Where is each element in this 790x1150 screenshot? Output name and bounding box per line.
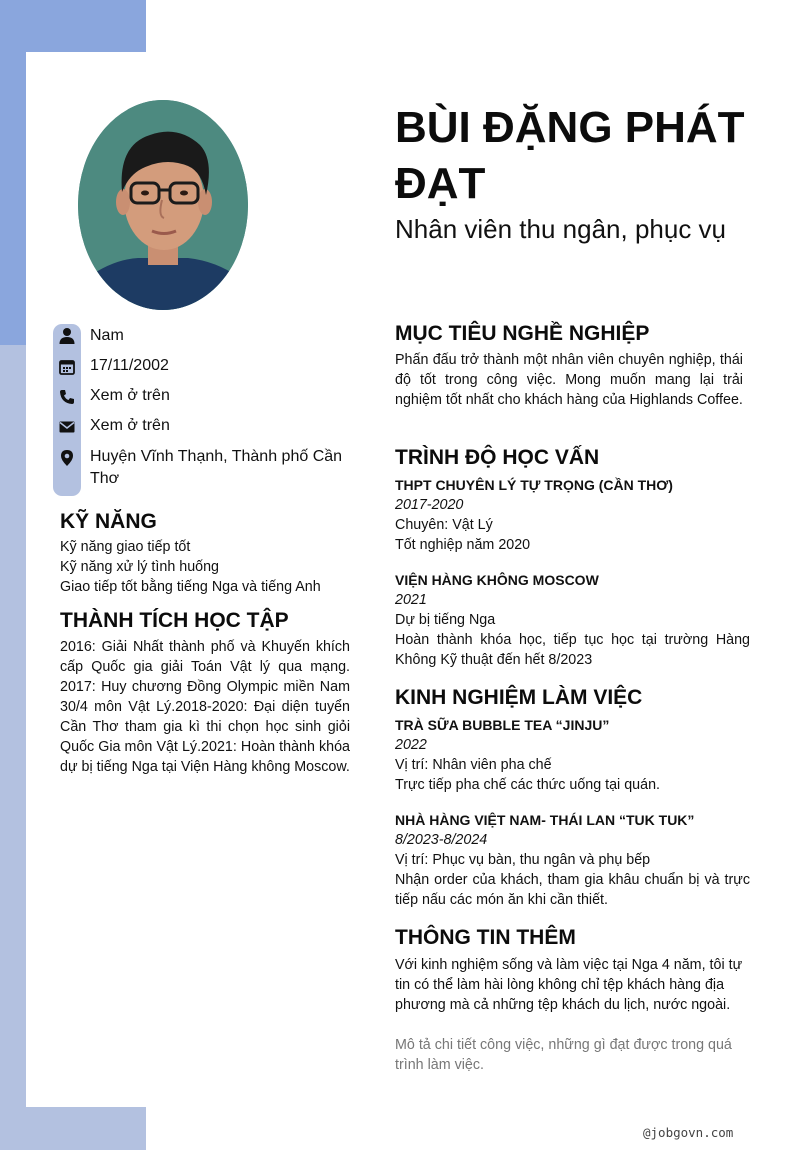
- experience-period: 2022: [395, 737, 427, 753]
- achievements-text: 2016: Giải Nhất thành phố và Khuyến khích cấp Quốc gia giải Toán Vật lý qua mạng. 2017: Huy chương Đồng Olympic miền Nam 30/4 môn Vật Lý.2018-2020: Đại diện tuyển Cần Thơ tham gia kì thi chọn học sinh giỏi Quốc Gia môn Vật Lý.2021: Hoàn thành khóa dự bị tiếng Nga tại Viện Hàng không Moscow.: [60, 639, 350, 775]
- candidate-name: BÙI ĐẶNG PHÁT ĐẠT: [395, 103, 745, 208]
- experience-period: 8/2023-8/2024: [395, 832, 488, 848]
- mail-icon: [58, 418, 76, 436]
- skill-item: Giao tiếp tốt bằng tiếng Nga và tiếng Anh: [60, 579, 321, 595]
- skills-title: KỸ NĂNG: [60, 510, 157, 533]
- education-title: TRÌNH ĐỘ HỌC VẤN: [395, 446, 600, 469]
- experience-company: TRÀ SỮA BUBBLE TEA “JINJU”: [395, 717, 610, 733]
- experience-description: Trực tiếp pha chế các thức uống tại quán.: [395, 777, 660, 793]
- objective-text: Phấn đấu trở thành một nhân viên chuyên nghiệp, thái độ tốt trong công việc. Mong muốn mang lại trải nghiệm tốt nhất cho khách hàng của Highlands Coffee.: [395, 352, 743, 408]
- extra-info-placeholder: Mô tả chi tiết công việc, những gì đạt được trong quá trình làm việc.: [395, 1037, 732, 1073]
- objective-title: MỤC TIÊU NGHỀ NGHIỆP: [395, 322, 650, 345]
- experience-company: NHÀ HÀNG VIỆT NAM- THÁI LAN “TUK TUK”: [395, 812, 695, 828]
- education-period: 2017-2020: [395, 497, 464, 513]
- job-title: Nhân viên thu ngân, phục vụ: [395, 214, 727, 244]
- education-detail: Dự bị tiếng Nga: [395, 612, 496, 628]
- experience-position: Vị trí: Nhân viên pha chế: [395, 757, 552, 773]
- education-detail: Chuyên: Vật Lý: [395, 517, 493, 533]
- experience-position: Vị trí: Phục vụ bàn, thu ngân và phụ bếp: [395, 852, 651, 868]
- skill-item: Kỹ năng giao tiếp tốt: [60, 539, 191, 555]
- contact-birthday: 17/11/2002: [90, 357, 169, 374]
- contact-address: Huyện Vĩnh Thạnh, Thành phố Cần Thơ: [90, 448, 343, 487]
- experience-title: KINH NGHIỆM LÀM VIỆC: [395, 686, 643, 709]
- education-detail: Tốt nghiệp năm 2020: [395, 537, 531, 553]
- contact-phone: Xem ở trên: [90, 387, 170, 404]
- extra-info-title: THÔNG TIN THÊM: [395, 926, 576, 949]
- education-detail: Hoàn thành khóa học, tiếp tục học tại trường Hàng Không Kỹ thuật đến hết 8/2023: [395, 632, 750, 668]
- skill-item: Kỹ năng xử lý tình huống: [60, 559, 219, 575]
- education-period: 2021: [395, 592, 427, 608]
- calendar-icon: [58, 358, 76, 376]
- education-school: THPT CHUYÊN LÝ TỰ TRỌNG (CẦN THƠ): [395, 477, 673, 493]
- avatar: [78, 100, 248, 310]
- contact-gender: Nam: [90, 327, 124, 344]
- location-pin-icon: [58, 449, 76, 467]
- person-icon: [58, 327, 76, 345]
- contact-email: Xem ở trên: [90, 417, 170, 434]
- site-watermark: @jobgovn.com: [643, 1125, 734, 1140]
- phone-icon: [58, 388, 76, 406]
- experience-description: Nhận order của khách, tham gia khâu chuẩn bị và trực tiếp nấu các món ăn khi cần thiết.: [395, 872, 750, 908]
- extra-info-text: Với kinh nghiệm sống và làm việc tại Nga 4 năm, tôi tự tin có thể làm hài lòng không chỉ tệp khách hàng địa phương mà cả những tệp khách du lịch, nước ngoài.: [395, 957, 743, 1013]
- contact-icon-bar: [53, 324, 81, 496]
- achievements-title: THÀNH TÍCH HỌC TẬP: [60, 609, 289, 632]
- education-school: VIỆN HÀNG KHÔNG MOSCOW: [395, 572, 599, 588]
